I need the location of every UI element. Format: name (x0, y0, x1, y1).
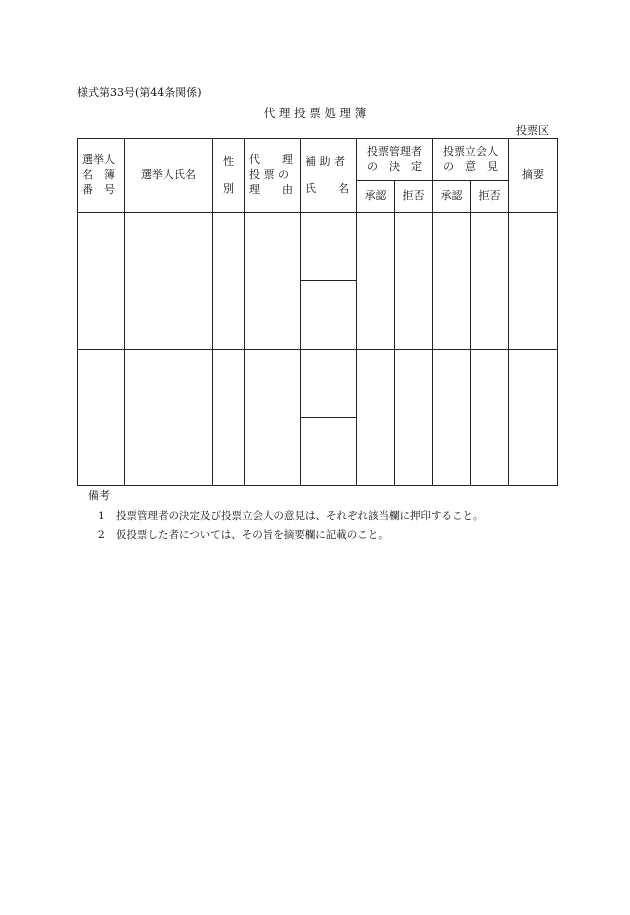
cell-remarks[interactable] (509, 349, 558, 485)
note-number: 2 (98, 529, 105, 541)
cell-assistant-2[interactable] (301, 417, 357, 485)
cell-voter-name[interactable] (125, 213, 213, 349)
header-manager-decision (357, 139, 433, 181)
cell-witness-approve[interactable] (433, 349, 471, 485)
notes-heading: 備考 (88, 489, 110, 502)
header-witness-line2: の 意 見 (443, 159, 498, 173)
cell-voter-no[interactable] (78, 349, 125, 485)
header-voter-no-line2: 名 簿 (82, 168, 115, 182)
header-witness-line1: 投票立会人 (443, 144, 498, 158)
header-witness-refuse: 拒否 (471, 181, 509, 213)
header-assistant-name (301, 139, 357, 213)
header-voter-register-number (78, 139, 125, 213)
header-voter-no-line1: 選挙人 (82, 153, 115, 167)
header-manager-refuse: 拒否 (395, 181, 433, 213)
cell-reason[interactable] (245, 213, 301, 349)
cell-assistant-2[interactable] (301, 281, 357, 349)
entry-row (78, 213, 558, 281)
header-sex (213, 139, 245, 213)
note-item (98, 508, 484, 523)
cell-voter-name[interactable] (125, 349, 213, 485)
header-voter-no-line3: 番 号 (82, 183, 115, 197)
header-proxy-reason (245, 139, 301, 213)
header-witness-opinion (433, 139, 509, 181)
proxy-voting-register-table (77, 138, 558, 486)
header-sex-line1: 性 (223, 154, 234, 168)
cell-witness-refuse[interactable] (471, 213, 509, 349)
cell-assistant-1[interactable] (301, 349, 357, 417)
cell-remarks[interactable] (509, 213, 558, 349)
header-reason-line3: 理 由 (249, 183, 293, 197)
note-item (98, 527, 389, 542)
cell-voter-no[interactable] (78, 213, 125, 349)
cell-witness-refuse[interactable] (471, 349, 509, 485)
form-number: 様式第33号(第44条関係) (77, 86, 202, 99)
cell-reason[interactable] (245, 349, 301, 485)
header-reason-line1: 代 理 (249, 153, 293, 167)
cell-sex[interactable] (213, 213, 245, 349)
cell-sex[interactable] (213, 349, 245, 485)
cell-assistant-1[interactable] (301, 213, 357, 281)
header-manager-line2: の 決 定 (367, 159, 422, 173)
header-assistant-line1: 補 助 者 (305, 154, 345, 168)
header-assistant-line2: 氏 名 (305, 181, 349, 195)
header-witness-approve: 承認 (433, 181, 471, 213)
note-number: 1 (98, 510, 105, 522)
cell-manager-approve[interactable] (357, 349, 395, 485)
header-reason-line2: 投 票 の (249, 168, 289, 182)
header-manager-approve: 承認 (357, 181, 395, 213)
cell-manager-refuse[interactable] (395, 349, 433, 485)
cell-witness-approve[interactable] (433, 213, 471, 349)
note-text: 仮投票した者については、その旨を摘要欄に記載のこと。 (116, 529, 389, 541)
header-sex-line2: 別 (223, 181, 234, 195)
header-manager-line1: 投票管理者 (367, 144, 422, 158)
cell-manager-approve[interactable] (357, 213, 395, 349)
document-title: 代 理 投 票 処 理 簿 (263, 106, 367, 120)
cell-manager-refuse[interactable] (395, 213, 433, 349)
note-text: 投票管理者の決定及び投票立会人の意見は、それぞれ該当欄に押印すること。 (116, 510, 484, 522)
header-voter-name: 選挙人氏名 (125, 139, 213, 213)
header-remarks: 摘要 (509, 139, 558, 213)
entry-row (78, 349, 558, 417)
voting-district-label: 投票区 (516, 124, 549, 137)
header-row (78, 139, 558, 181)
